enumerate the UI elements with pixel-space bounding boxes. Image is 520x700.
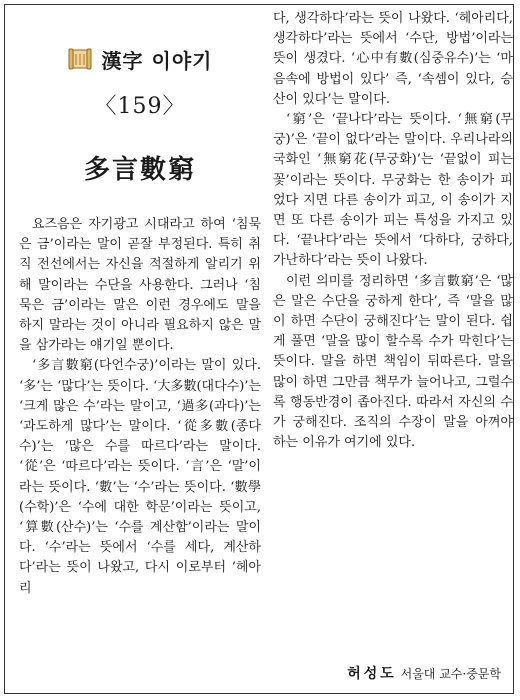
- paragraph: 요즈음은 자기광고 시대라고 하여 ‘침묵은 금’이라는 말이 곧잘 부정된다. 특히 취직 전선에서는 자신을 적절하게 알리기 위해 말이라는 수단을 사용한다. 그러나 ‘침묵은 금’이라는 말은 이런 경우에도 말을 하지 말라는 것이 아니라 필요하지 않은 말을 삼가라는 얘기일 뿐이다.: [19, 217, 261, 354]
- column-header: [19, 39, 261, 79]
- article-frame: [4, 4, 514, 694]
- author-name: 허성도: [347, 666, 397, 682]
- paragraph: 이런 의미를 정리하면 ‘多言數窮’은 ‘많은 말은 수단을 궁하게 한다’, 즉 ‘말을 많이 하면 수단이 궁해진다’는 말이 된다. 쉽게 풀면 ‘말을 많이 할수록 수가 막힌다’는 뜻이다. 말을 하면 책임이 뒤따른다. 말을 많이 하면 그만큼 책무가 늘어나고, 그럴수록 행동반경이 좁아진다. 따라서 자신의 수가 궁해진다. 조직의 수장이 말을 아껴야 하는 이유가 여기에 있다.: [273, 273, 513, 451]
- right-column: [273, 9, 513, 453]
- paragraph: ‘多言數窮(다언수궁)’이라는 말이 있다. ‘多’는 ‘많다’는 뜻이다. ‘大多數(대다수)’는 ‘크게 많은 수’라는 말이고, ‘過多(과다)’는 ‘과도하게 많다’는 말이다. ‘從多數(종다수)’는 ‘많은 수를 따르다’라는 말이다. ‘從’은 ‘따르다’라는 뜻이다. ‘言’은 ‘말’이라는 뜻이다. ‘數’는 ‘수’라는 뜻이다. ‘數學(수학)’은 ‘수에 대한 학문’이라는 뜻이고, ‘算數(산수)’는 ‘수를 계산함’이라는 말이다. ‘수’라는 뜻에서 ‘수를 세다, 계산하다’라는 뜻이 나왔고, 다시 이로부터 ‘헤아리: [19, 358, 261, 596]
- scroll-icon: [68, 47, 94, 71]
- right-body: [273, 9, 513, 453]
- left-body: [19, 215, 261, 599]
- headline: 多言數窮: [83, 155, 196, 185]
- paragraph: ‘窮’은 ‘끝나다’라는 뜻이다. ‘無窮(무궁)’은 ‘끝이 없다’라는 말이다. 우리나라의 국화인 ‘無窮花(무궁화)’는 ‘끝없이 피는 꽃’이라는 뜻이다. 무궁화는 한 송이가 피었다 지면 다른 송이가 피고, 이 송이가 지면 또 다른 송이가 피는 특성을 가지고 있다. ‘끝나다’라는 뜻에서 ‘다하다, 궁하다, 가난하다’라는 뜻이 나왔다.: [273, 112, 513, 269]
- column-title: 漢字 이야기: [101, 48, 213, 73]
- author-affiliation: 서울대 교수·중문학: [400, 667, 501, 681]
- paragraph: 다, 생각하다’라는 뜻이 나왔다. ‘헤아리다, 생각하다’라는 뜻에서 ‘수단, 방법’이라는 뜻이 생겼다. ‘心中有數(심중유수)’는 ‘마음속에 방법이 있다’ 즉, ‘속셈이 있다, 승산이 있다’는 말이다.: [273, 11, 513, 107]
- left-column: [19, 17, 261, 599]
- byline: [347, 663, 501, 683]
- issue-number: 〈159〉: [94, 94, 186, 119]
